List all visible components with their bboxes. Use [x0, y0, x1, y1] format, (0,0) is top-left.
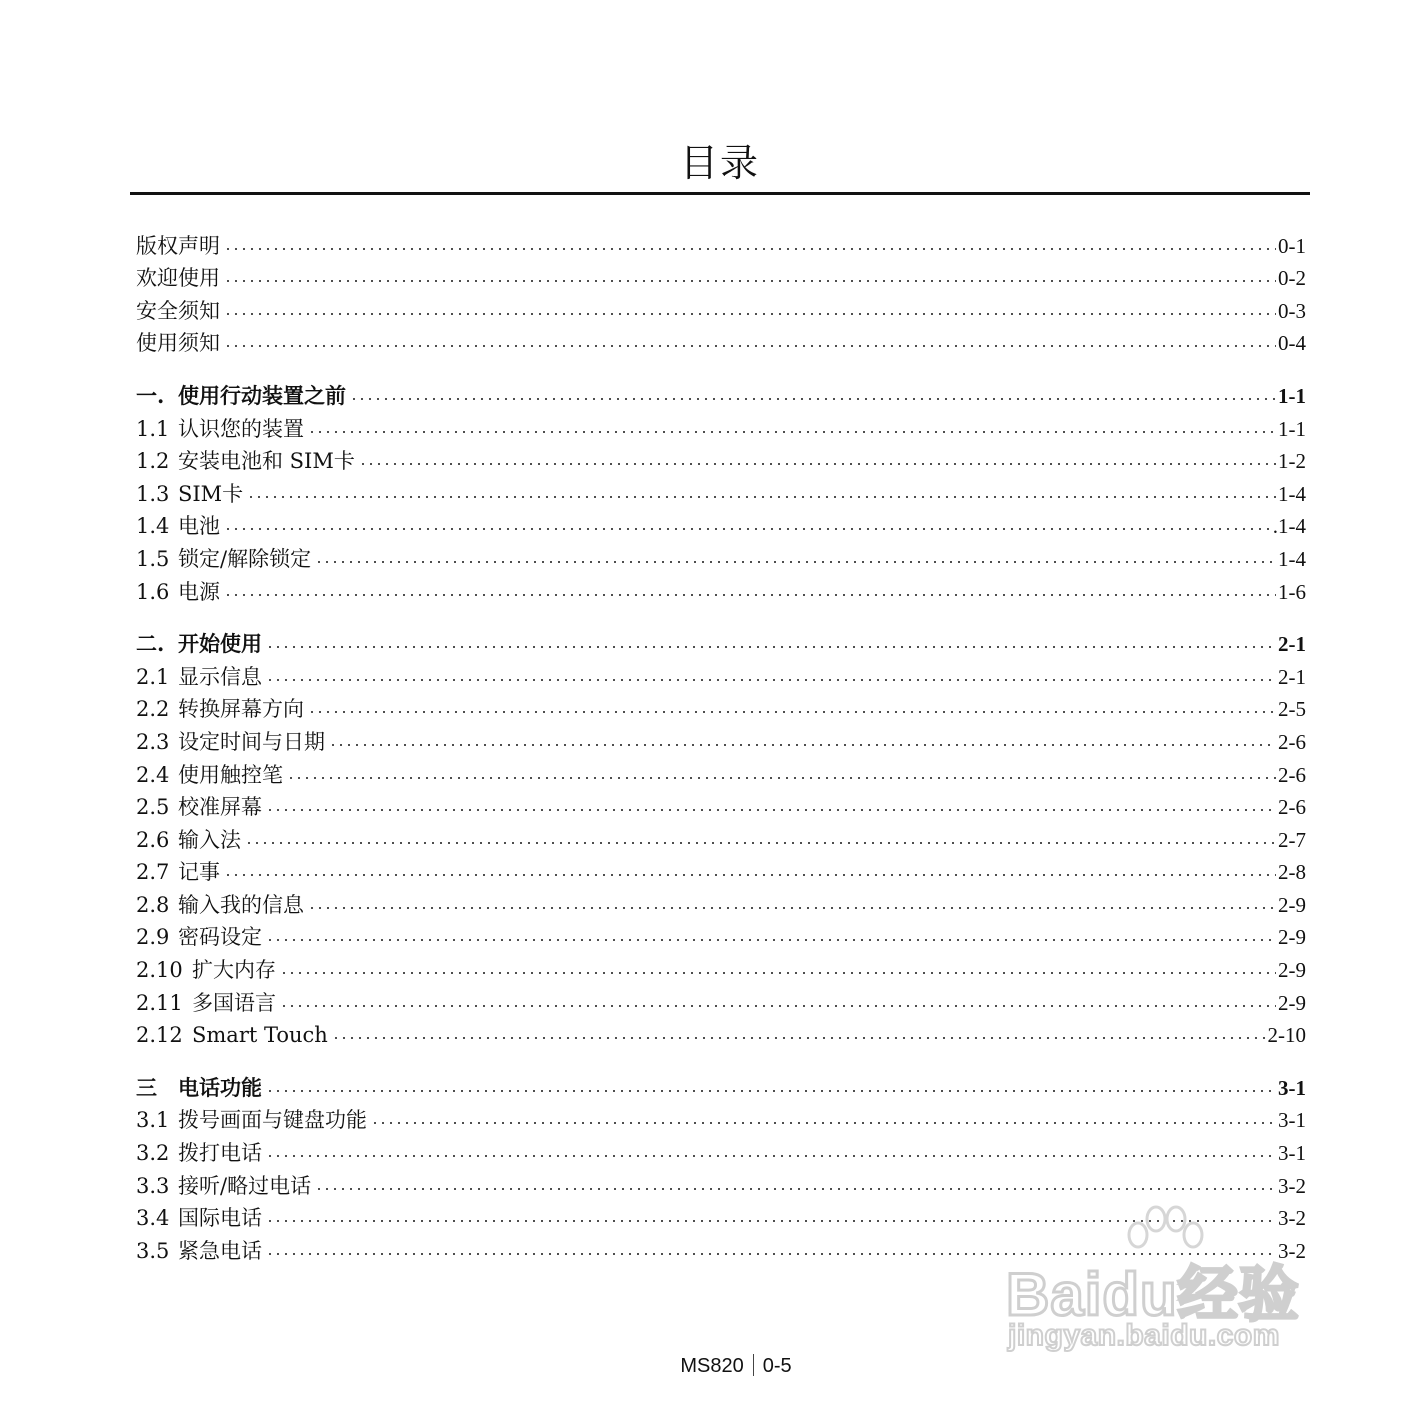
dot-leader: [247, 493, 1276, 501]
dot-leader: [308, 904, 1276, 912]
toc-entry-page: 0-3: [1278, 298, 1306, 323]
dot-leader: [266, 676, 1276, 684]
toc-entry-number: 3.4: [136, 1206, 170, 1231]
toc-entry-number: 1.5: [136, 546, 170, 571]
toc-entry-number: 2.10: [136, 958, 183, 983]
toc-entry-label: 密码设定: [178, 925, 262, 950]
toc-entry-page: .1-4: [1272, 514, 1306, 539]
toc-entry[interactable]: [136, 1101, 1306, 1134]
toc-entry-page: 2-9: [1278, 892, 1306, 917]
toc-entry-label: SIM卡: [178, 481, 244, 506]
dot-leader: [224, 342, 1276, 350]
toc-entry[interactable]: [136, 1199, 1306, 1232]
toc-entry-page: 2-9: [1278, 925, 1306, 950]
toc-section: [136, 1068, 1306, 1264]
toc-entry-label: 欢迎使用: [136, 266, 220, 291]
dot-leader: [371, 1119, 1276, 1127]
footer-page-number: 0-5: [762, 1355, 792, 1377]
dot-leader: [280, 1002, 1276, 1010]
toc-entry-page: 3-1: [1278, 1108, 1306, 1133]
toc-entry-number: 2.7: [136, 860, 170, 885]
toc-entry-page: 2-6: [1278, 795, 1306, 820]
dot-leader: [308, 428, 1276, 436]
toc-entry-page: 3-2: [1278, 1206, 1306, 1231]
toc-entry-page: 2-1: [1278, 632, 1306, 657]
footer-separator: [753, 1354, 754, 1376]
dot-leader: [280, 969, 1276, 977]
toc-entry[interactable]: [136, 1166, 1306, 1199]
toc-entry-page: 1-4: [1278, 481, 1306, 506]
toc-entry-number: 三: [136, 1074, 157, 1100]
toc-entry-page: 1-4: [1278, 546, 1306, 571]
toc-entry-number: 2.11: [136, 990, 183, 1015]
toc-entry-page: 0-1: [1278, 233, 1306, 258]
toc-entry[interactable]: [136, 983, 1306, 1016]
toc-entry[interactable]: [136, 918, 1306, 951]
dot-leader: [224, 525, 1271, 533]
toc-entry[interactable]: [136, 950, 1306, 983]
toc-entry[interactable]: [136, 442, 1306, 475]
toc-entry-number: 2.2: [136, 697, 170, 722]
toc-section: [136, 376, 1306, 604]
toc-section: [136, 625, 1306, 1049]
toc-entry-page: 2-1: [1278, 664, 1306, 689]
toc-entry-number: 2.3: [136, 729, 170, 754]
toc-heading[interactable]: [136, 625, 1306, 658]
toc-entry-page: 3-1: [1278, 1141, 1306, 1166]
dot-leader: [224, 277, 1276, 285]
dot-leader: [329, 741, 1276, 749]
dot-leader: [224, 591, 1276, 599]
toc-entry[interactable]: [136, 820, 1306, 853]
toc-entry-page: 0-4: [1278, 331, 1306, 356]
toc-entry-number: 3.2: [136, 1141, 170, 1166]
toc-entry-label: 电话功能: [178, 1074, 262, 1100]
toc-entry-label: 使用触控笔: [178, 762, 283, 787]
toc-heading[interactable]: [136, 376, 1306, 409]
dot-leader: [287, 774, 1276, 782]
toc-entry[interactable]: [136, 1231, 1306, 1264]
toc-entry[interactable]: [136, 572, 1306, 605]
toc-entry-page: 3-2: [1278, 1238, 1306, 1263]
table-of-contents: [136, 226, 1306, 1264]
toc-entry[interactable]: [136, 507, 1306, 540]
toc-entry[interactable]: [136, 1016, 1306, 1049]
toc-entry-number: 2.4: [136, 762, 170, 787]
toc-entry-page: 1-6: [1278, 579, 1306, 604]
toc-entry-label: 使用行动装置之前: [178, 382, 346, 408]
dot-leader: [224, 245, 1276, 253]
dot-leader: [315, 558, 1276, 566]
dot-leader: [266, 806, 1276, 814]
toc-entry-number: 2.6: [136, 827, 170, 852]
title-rule: [130, 192, 1310, 195]
toc-entry-number: 3.3: [136, 1173, 170, 1198]
toc-entry-label: 设定时间与日期: [178, 729, 325, 754]
footer-model: MS820: [680, 1355, 744, 1377]
watermark-logo: Baidu经验: [1006, 1261, 1300, 1328]
toc-entry-number: 1.2: [136, 449, 170, 474]
toc-entry-label: 安装电池和 SIM卡: [178, 449, 355, 474]
dot-leader: [266, 1217, 1276, 1225]
toc-entry-number: 2.8: [136, 892, 170, 917]
dot-leader: [359, 460, 1276, 468]
toc-entry-number: 1.6: [136, 579, 170, 604]
page-title: 目录: [679, 141, 760, 185]
dot-leader: [266, 936, 1276, 944]
toc-entry-page: 2-10: [1267, 1023, 1306, 1048]
toc-entry-label: 锁定/解除锁定: [178, 546, 312, 571]
toc-entry-label: 开始使用: [178, 631, 262, 657]
toc-entry-label: 电源: [178, 579, 220, 604]
toc-entry[interactable]: [136, 788, 1306, 821]
toc-entry[interactable]: [136, 291, 1306, 324]
toc-entry-label: 版权声明: [136, 233, 220, 258]
toc-entry-number: 1.1: [136, 416, 170, 441]
toc-entry-number: 2.12: [136, 1023, 183, 1048]
toc-entry[interactable]: [136, 324, 1306, 357]
toc-entry-page: 2-9: [1278, 990, 1306, 1015]
toc-section: [136, 226, 1306, 356]
toc-entry[interactable]: [136, 259, 1306, 292]
toc-entry-page: 0-2: [1278, 266, 1306, 291]
toc-entry[interactable]: [136, 539, 1306, 572]
toc-entry[interactable]: [136, 657, 1306, 690]
toc-entry-page: 3-2: [1278, 1173, 1306, 1198]
toc-entry-number: 2.9: [136, 925, 170, 950]
dot-leader: [332, 1034, 1266, 1042]
toc-entry-page: 3-1: [1278, 1075, 1306, 1100]
toc-entry[interactable]: [136, 885, 1306, 918]
toc-entry[interactable]: [136, 1133, 1306, 1166]
toc-entry-page: 1-1: [1278, 416, 1306, 441]
toc-entry-label: 扩大内存: [192, 958, 276, 983]
toc-entry-page: 2-7: [1278, 827, 1306, 852]
toc-entry[interactable]: [136, 722, 1306, 755]
toc-entry[interactable]: [136, 474, 1306, 507]
toc-entry-page: 1-2: [1278, 449, 1306, 474]
toc-entry-label: 拨打电话: [178, 1141, 262, 1166]
watermark-url: jingyan.baidu.com: [1008, 1319, 1280, 1352]
toc-entry-label: 紧急电话: [178, 1238, 262, 1263]
dot-leader: [266, 643, 1276, 651]
toc-entry-label: 使用须知: [136, 331, 220, 356]
toc-heading[interactable]: [136, 1068, 1306, 1101]
toc-entry-number: 2.5: [136, 795, 170, 820]
toc-entry-label: Smart Touch: [192, 1023, 328, 1048]
dot-leader: [266, 1152, 1276, 1160]
toc-entry-label: 记事: [178, 860, 220, 885]
page-footer: [0, 1354, 1416, 1378]
toc-entry-label: 显示信息: [178, 664, 262, 689]
dot-leader: [245, 839, 1276, 847]
dot-leader: [224, 871, 1276, 879]
dot-leader: [266, 1250, 1276, 1258]
toc-entry[interactable]: [136, 226, 1306, 259]
toc-entry[interactable]: [136, 690, 1306, 723]
toc-entry-number: 二.: [136, 631, 165, 657]
toc-entry-page: 2-6: [1278, 762, 1306, 787]
toc-entry-label: 接听/略过电话: [178, 1173, 312, 1198]
toc-entry-label: 安全须知: [136, 298, 220, 323]
toc-entry-number: 1.4: [136, 514, 170, 539]
toc-entry-number: 1.3: [136, 481, 170, 506]
toc-entry-page: 2-6: [1278, 729, 1306, 754]
toc-entry[interactable]: [136, 409, 1306, 442]
dot-leader: [266, 1087, 1276, 1095]
toc-entry-number: 3.5: [136, 1238, 170, 1263]
toc-entry[interactable]: [136, 755, 1306, 788]
toc-entry-number: 3.1: [136, 1108, 170, 1133]
toc-entry-label: 拨号画面与键盘功能: [178, 1108, 367, 1133]
toc-entry-label: 校准屏幕: [178, 795, 262, 820]
toc-entry-label: 电池: [178, 514, 220, 539]
toc-entry-label: 转换屏幕方向: [178, 697, 304, 722]
toc-entry-page: 1-1: [1278, 383, 1306, 408]
dot-leader: [315, 1185, 1276, 1193]
toc-entry-page: 2-8: [1278, 860, 1306, 885]
toc-entry-page: 2-9: [1278, 958, 1306, 983]
toc-entry-label: 多国语言: [192, 990, 276, 1015]
toc-entry-label: 认识您的装置: [178, 416, 304, 441]
dot-leader: [350, 395, 1276, 403]
toc-entry-label: 国际电话: [178, 1206, 262, 1231]
toc-entry-number: 2.1: [136, 664, 170, 689]
toc-entry-label: 输入法: [178, 827, 241, 852]
dot-leader: [224, 310, 1276, 318]
toc-entry-label: 输入我的信息: [178, 892, 304, 917]
dot-leader: [308, 708, 1276, 716]
toc-entry-number: 一.: [136, 382, 165, 408]
toc-entry[interactable]: [136, 853, 1306, 886]
toc-entry-page: 2-5: [1278, 697, 1306, 722]
